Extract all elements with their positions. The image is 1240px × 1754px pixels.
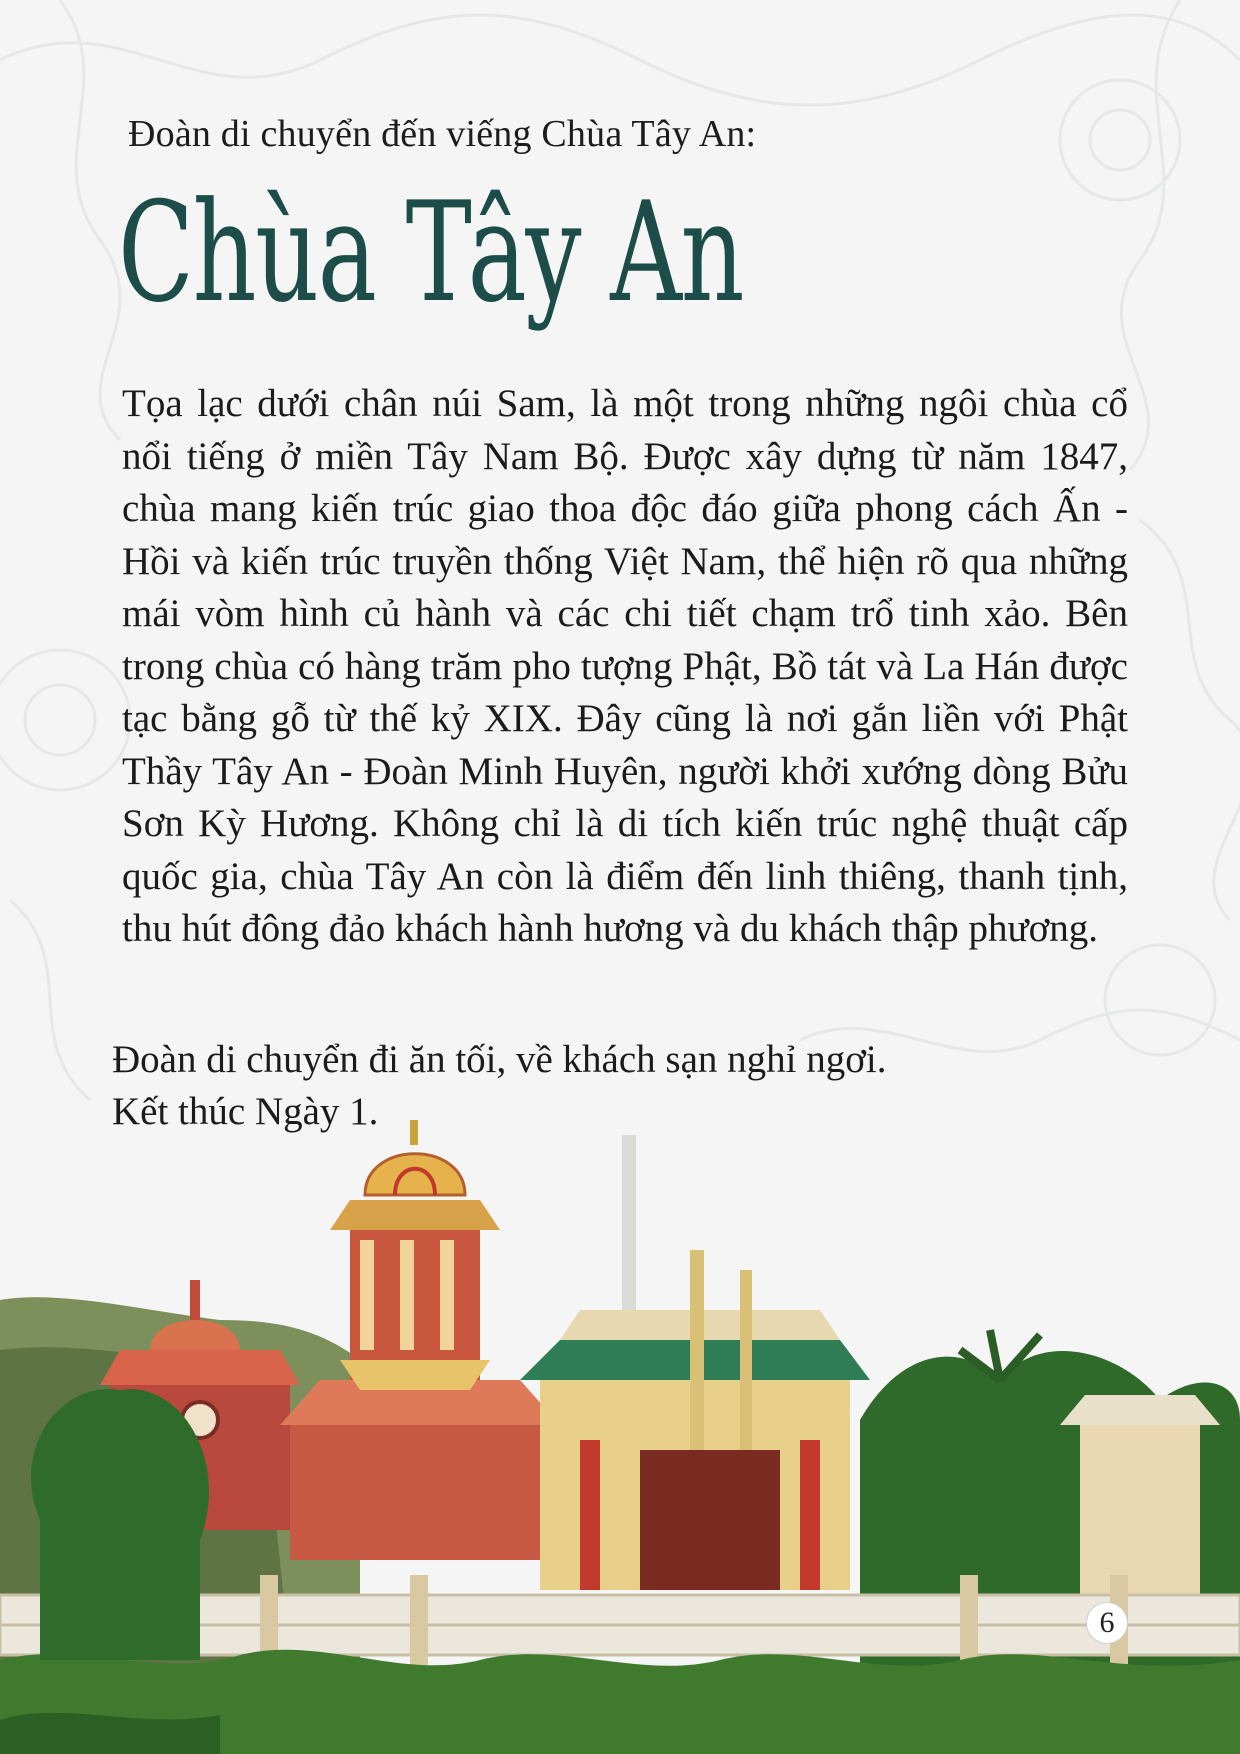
temple-photo bbox=[0, 1120, 1240, 1754]
schedule-note-line: Kết thúc Ngày 1. bbox=[112, 1090, 379, 1133]
page-number: 6 bbox=[1086, 1602, 1128, 1644]
onion-dome bbox=[365, 1154, 465, 1195]
intro-line: Đoàn di chuyển đến viếng Chùa Tây An: bbox=[128, 113, 757, 155]
page-title: Chùa Tây An bbox=[118, 172, 744, 333]
schedule-note-line: Đoàn di chuyển đi ăn tối, về khách sạn nghỉ ngơi. bbox=[112, 1038, 887, 1081]
description-paragraph: Tọa lạc dưới chân núi Sam, là một trong những ngôi chùa cổ nổi tiếng ở miền Tây Nam Bộ. Được xây dựng từ năm 1847, chùa mang kiến trúc giao thoa độc đáo giữa phong cách Ấn - Hồi và kiến trúc truyền thống Việt Nam, thể hiện rõ qua những mái vòm hình củ hành và các chi tiết chạm trổ tinh xảo. Bên trong chùa có hàng trăm pho tượng Phật, Bồ tát và La Hán được tạc bằng gỗ từ thế kỷ XIX. Đây cũng là nơi gắn liền với Phật Thầy Tây An - Đoàn Minh Huyên, người khởi xướng dòng Bửu Sơn Kỳ Hương. Không chỉ là di tích kiến trúc nghệ thuật cấp quốc gia, chùa Tây An còn là điểm đến linh thiêng, thanh tịnh, thu hút đông đảo khách hành hương và du khách thập phương. bbox=[122, 382, 1128, 950]
